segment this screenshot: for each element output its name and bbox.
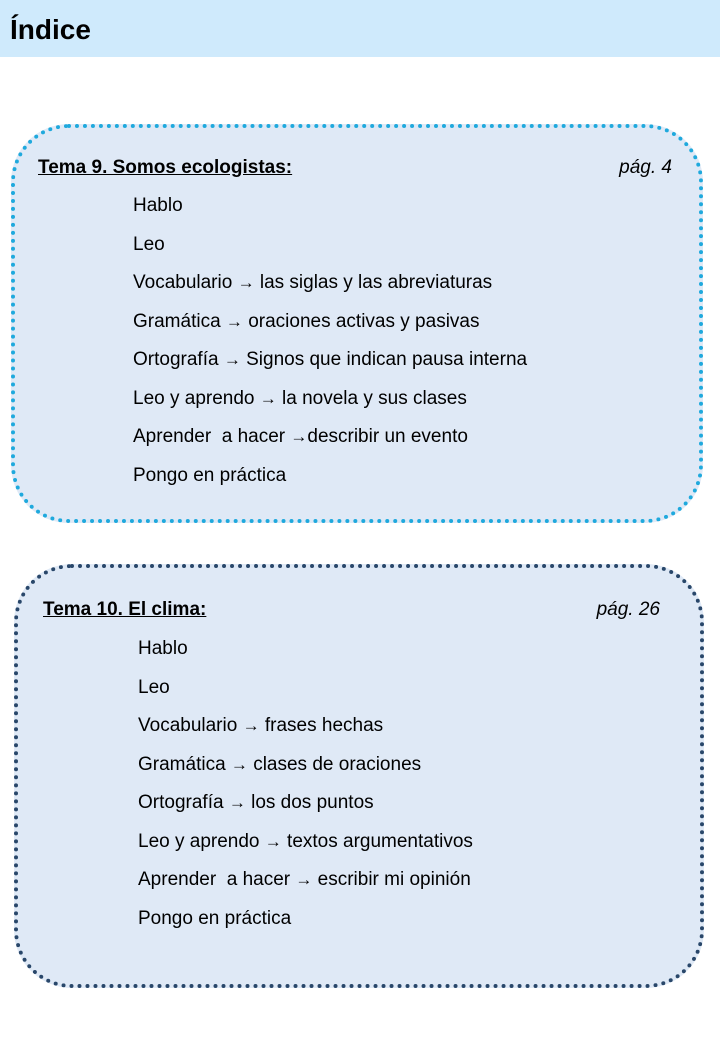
arrow-right-icon: → bbox=[290, 427, 308, 446]
arrow-right-icon: → bbox=[223, 350, 241, 369]
list-item[interactable]: Gramática → clases de oraciones bbox=[138, 753, 422, 775]
list-item[interactable]: Vocabulario → frases hechas bbox=[138, 715, 384, 736]
list-item[interactable]: Leo y aprendo → la novela y sus clases bbox=[133, 387, 467, 409]
list-item[interactable]: Ortografía → los dos puntos bbox=[138, 792, 374, 813]
arrow-right-icon: → bbox=[225, 311, 243, 331]
arrow-right-icon: → bbox=[259, 388, 277, 408]
list-item[interactable]: Ortografía → Signos que indican pausa interna bbox=[133, 349, 528, 370]
list-item[interactable]: Hablo bbox=[138, 638, 188, 659]
arrow-right-icon: → bbox=[228, 793, 246, 812]
list-item[interactable]: Vocabulario → las siglas y las abreviaturas bbox=[133, 272, 493, 293]
list-item[interactable]: Leo bbox=[133, 233, 165, 255]
arrow-right-icon: → bbox=[230, 754, 248, 774]
arrow-right-icon: → bbox=[242, 716, 260, 735]
tema-10-page: pág. 26 bbox=[596, 599, 660, 620]
list-item[interactable]: Leo y aprendo → textos argumentativos bbox=[138, 830, 473, 852]
list-item[interactable]: Gramática → oraciones activas y pasivas bbox=[133, 310, 480, 332]
header-bar bbox=[0, 0, 720, 57]
tema-9-page: pág. 4 bbox=[619, 157, 672, 178]
list-item[interactable]: Aprender a hacer → escribir mi opinión bbox=[138, 869, 471, 890]
tema-9-items bbox=[133, 194, 527, 502]
arrow-right-icon: → bbox=[237, 273, 255, 292]
list-item[interactable]: Pongo en práctica bbox=[133, 464, 287, 486]
list-item[interactable]: Pongo en práctica bbox=[138, 907, 292, 929]
tema-9-title[interactable]: Tema 9. Somos ecologistas: bbox=[38, 157, 293, 178]
arrow-right-icon: → bbox=[295, 870, 313, 889]
list-item[interactable]: Aprender a hacer →describir un evento bbox=[133, 426, 468, 447]
list-item[interactable]: Leo bbox=[138, 676, 170, 698]
page-title: Índice bbox=[10, 14, 91, 45]
arrow-right-icon: → bbox=[264, 831, 282, 851]
tema-10-items bbox=[138, 637, 473, 945]
tema-10-title[interactable]: Tema 10. El clima: bbox=[43, 599, 207, 620]
list-item[interactable]: Hablo bbox=[133, 195, 183, 216]
